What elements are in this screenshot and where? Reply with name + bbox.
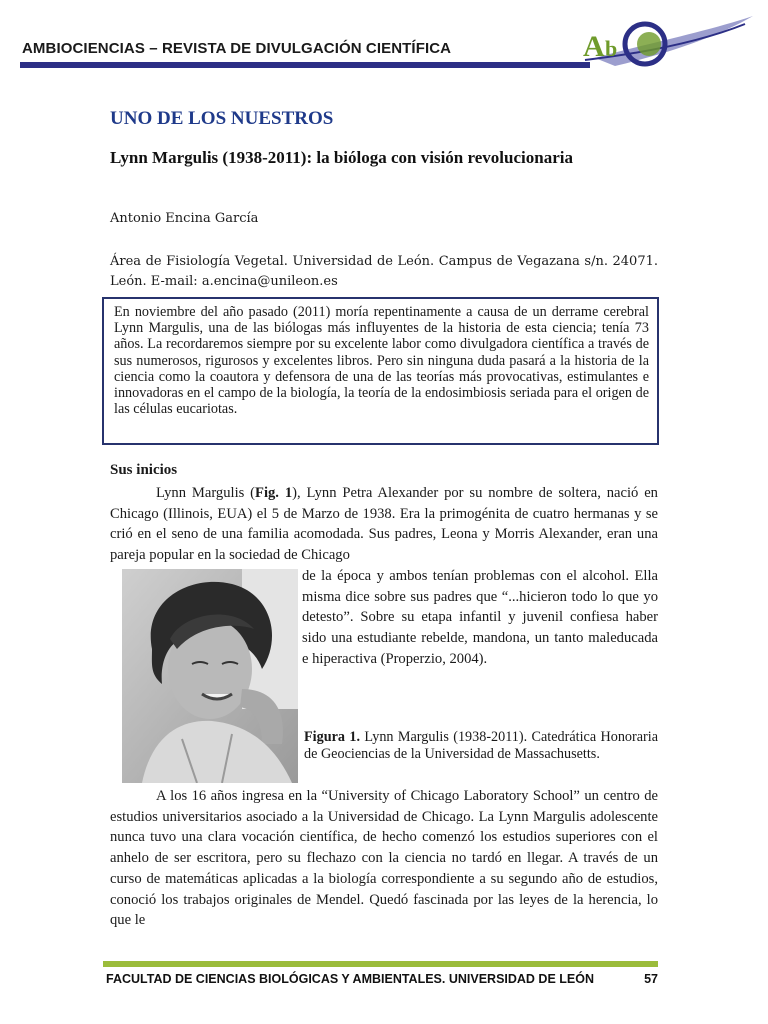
svg-text:b: b bbox=[605, 36, 618, 61]
abstract-box bbox=[102, 297, 659, 445]
figure-1-label: Figura 1. bbox=[304, 729, 360, 745]
svg-text:A: A bbox=[583, 30, 605, 63]
paragraph-1-text-b: ), Lynn Petra Alexander por su nombre de soltera, nació en Chicago (Illinois, EUA) el 5 de Marzo de 1938. Era la primogénita de cuatro hermanas y se crió en el seno de una familia acomodada. Sus padres, Leona y Morris Alexander, eran una pareja popular en la sociedad de Chicago bbox=[110, 485, 658, 564]
author-affiliation: Área de Fisiología Vegetal. Universidad de León. Campus de Vegazana s/n. 24071. León. E-mail: a.encina@unileon.es bbox=[110, 254, 658, 289]
figure-reference: Fig. 1 bbox=[255, 485, 293, 501]
author-name: Antonio Encina García bbox=[110, 211, 259, 226]
figure-1-photo bbox=[122, 569, 298, 783]
page-number: 57 bbox=[644, 972, 658, 986]
article-title: Lynn Margulis (1938-2011): la bióloga con visión revolucionaria bbox=[110, 148, 573, 167]
footer-rule bbox=[103, 961, 658, 967]
header-rule bbox=[20, 62, 590, 68]
journal-header-title: AMBIOCIENCIAS – REVISTA DE DIVULGACIÓN CIENTÍFICA bbox=[22, 40, 452, 57]
paragraph-2: A los 16 años ingresa en la “University of Chicago Laboratory School” un centro de estudios universitarios asociado a la Universidad de Chicago. La Lynn Margulis adolescente nunca tuvo una clara vocación científica, de hecho comenzó los estudios superiores con el anhelo de ser escritora, pero su flechazo con la ciencia no tardó en llegar. A través de un curso de matemáticas aplicadas a la biología correspondiente a su segundo año de estudios, conoció los trabajos originales de Mendel. Quedó fascinada por las leyes de la herencia, lo que le bbox=[110, 788, 658, 929]
figure-1-caption-text: Lynn Margulis (1938-2011). Catedrática Honoraria de Geociencias de la Universidad de Massachusetts. bbox=[304, 729, 659, 762]
journal-logo bbox=[575, 14, 755, 74]
footer-institution: FACULTAD DE CIENCIAS BIOLÓGICAS Y AMBIENTALES. UNIVERSIDAD DE LEÓN bbox=[106, 972, 594, 986]
figure-1-caption bbox=[304, 729, 658, 763]
paragraph-1-text-a: Lynn Margulis ( bbox=[156, 485, 256, 501]
paragraph-1-top bbox=[110, 483, 658, 566]
paragraph-1-wrap: de la época y ambos tenían problemas con el alcohol. Ella misma dice sobre sus padres que “...hicieron todo lo que yo detesto”. Sobre su etapa infantil y juvenil confiesa haber sido una estudiante rebelde, mandona, un tanto maleducada e hiperactiva (Properzio, 2004). bbox=[302, 568, 658, 667]
page-footer bbox=[106, 972, 658, 986]
subheading-sus-inicios: Sus inicios bbox=[110, 462, 178, 478]
abstract-text: En noviembre del año pasado (2011) moría repentinamente a causa de un derrame cerebral Lynn Margulis, una de las biólogas más influyentes de la historia de esta ciencia; tenía 73 años. La recordaremos siempre por su excelente labor como divulgadora científica a través de sus numerosos, rigurosos y excelentes libros. Pero sin ninguna duda pasará a la historia de la ciencia como la coautora y defensora de una de las teorías más provocativas, estimulantes e innovadoras en el campo de la biología, la teoría de la endosimbiosis seriada para el origen de las células eucariotas. bbox=[114, 304, 649, 418]
section-title: UNO DE LOS NUESTROS bbox=[110, 108, 334, 129]
